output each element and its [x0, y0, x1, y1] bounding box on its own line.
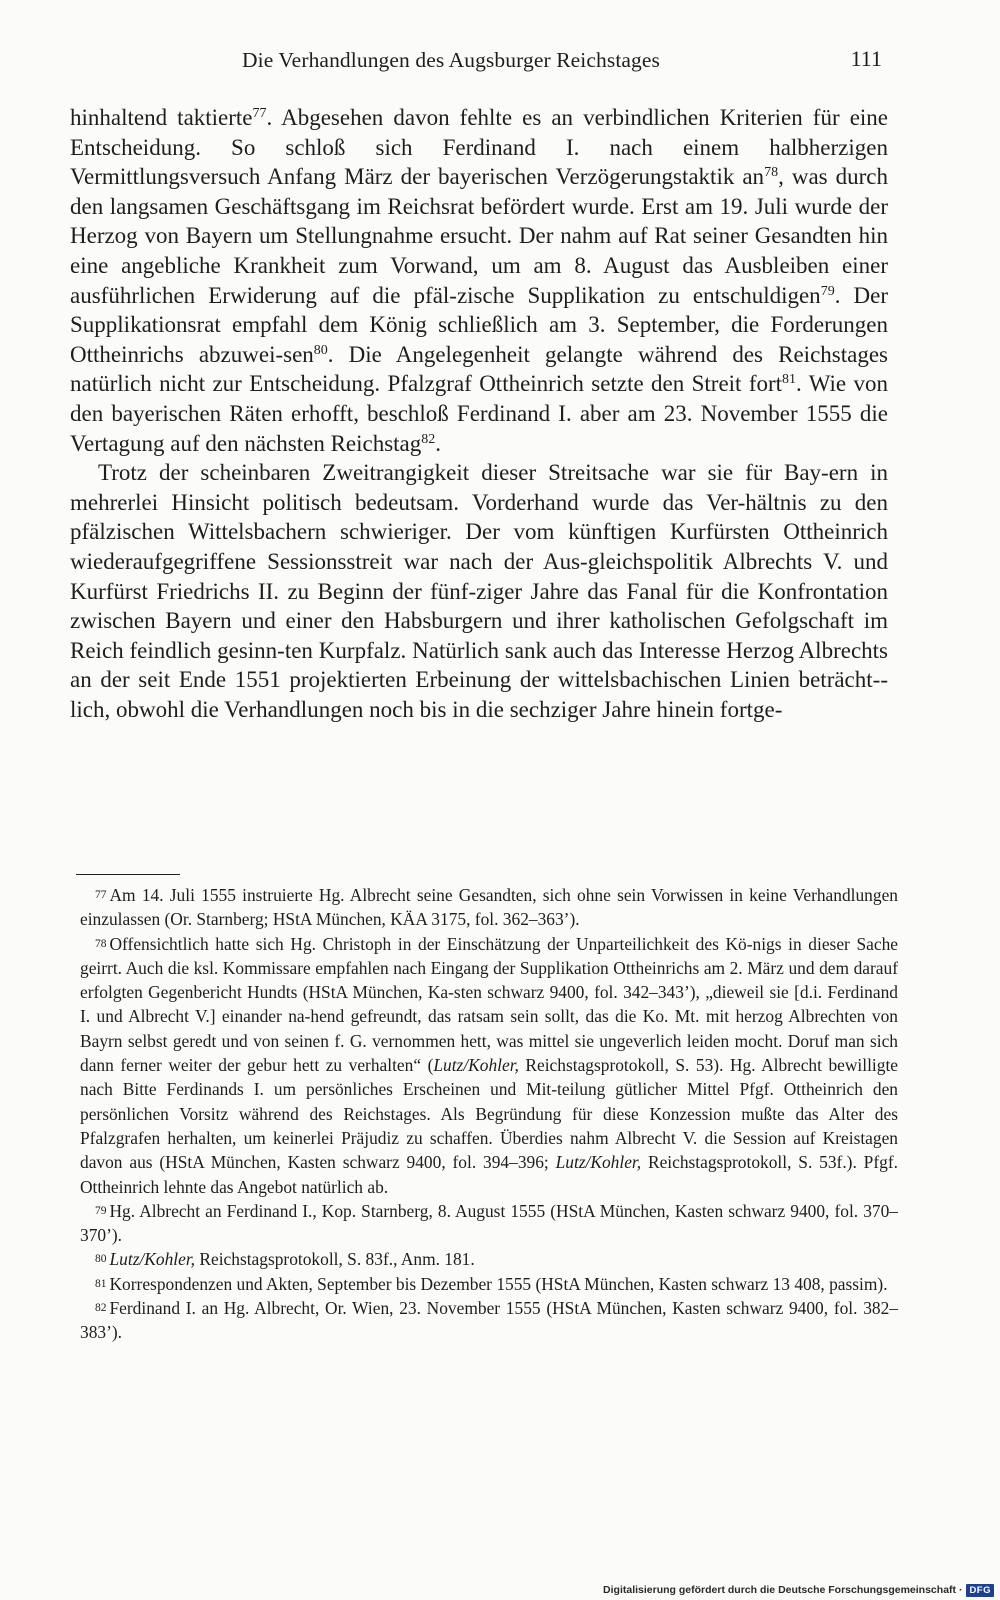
footnote-number: 78 — [95, 937, 107, 950]
author-citation: Lutz/Kohler, — [109, 1249, 196, 1270]
digitization-text: Digitalisierung gefördert durch die Deutsche Forschungsgemeinschaft · — [603, 1584, 963, 1596]
running-title: Die Verhandlungen des Augsburger Reichstages — [242, 48, 660, 72]
digitization-notice — [603, 1583, 994, 1597]
page-number: 111 — [850, 46, 882, 71]
footnote-79: 79 Hg. Albrecht an Ferdinand I., Kop. Starnberg, 8. August 1555 (HStA München, Kasten schwarz 9400, fol. 370–370’). — [80, 1200, 898, 1246]
footnote-number: 81 — [95, 1277, 107, 1290]
author-citation: Lutz/Kohler, — [555, 1152, 642, 1173]
footnote-number: 77 — [95, 889, 107, 901]
footnote-ref-78: 78 — [764, 165, 779, 181]
footnote-number: 80 — [95, 1253, 107, 1266]
footnote-ref-79: 79 — [820, 283, 835, 299]
paragraph-2: Trotz der scheinbaren Zweitrangigkeit dieser Streitsache war sie für Bay-ern in mehrerlei Hinsicht politisch bedeutsam. Vorderhand wurde das Ver-hältnis zu den pfälzischen Wittelsbachern schwieriger. Der vom künftigen Kurfürsten Ottheinrich wiederaufgegriffene Sessionsstreit war nach der Aus-gleichspolitik Albrechts V. und Kurfürst Friedrichs II. zu Beginn der fünf-ziger Jahre das Fanal für die Konfrontation zwischen Bayern und einer den Habsburgern und ihrer katholischen Gefolgschaft im Reich feindlich gesinn-ten Kurpfalz. Natürlich sank auch das Interesse Herzog Albrechts an der seit Ende 1551 projektierten Erbeinung der wittelsbachischen Linien beträcht-lich, obwohl die Verhandlungen noch bis in die sechziger Jahre hinein fortge- — [70, 460, 888, 722]
footnote-divider — [76, 874, 180, 875]
footnote-82: 82 Ferdinand I. an Hg. Albrecht, Or. Wien, 23. November 1555 (HStA München, Kasten schwarz 9400, fol. 382–383’). — [80, 1298, 898, 1343]
footnote-ref-80: 80 — [313, 342, 328, 358]
author-citation: Lutz/Kohler, — [433, 1055, 519, 1076]
footnote-ref-77: 77 — [252, 106, 267, 121]
footnote-ref-81: 81 — [782, 372, 797, 388]
running-header — [70, 44, 888, 78]
footnote-number: 82 — [95, 1302, 107, 1315]
paragraph-1: hinhaltend taktierte$^{77}$. Abgesehen davon fehlte es an verbindlichen Kriterien für eine Entscheidung. So schloß sich Ferdinand I. nach einem halbherzigen Vermittlungsversuch Anfang März der bayerischen Verzögerungstaktik $an^{78}$, was durch den langsamen Geschäftsgang im Reichsrat befördert wurde. Erst am 19. Juli wurde der Herzog von Bayern um Stellungnahme ersucht. Der nahm auf Rat seiner Gesandten hin eine angebliche Krankheit zum Vorwand, um am 8. August das Ausbleiben einer ausführlichen Erwiderung auf die pfäl-zische Supplikation zu entschuldigen$^{79}$. Der Supplikationsrat empfahl dem König schließlich am 3. September, die Forderungen Ottheinrichs abzuwei-sen$^{80}$. Die Angelegenheit gelangte während des Reichstages natürlich nicht zur Entscheidung. Pfalzgraf Ottheinrich setzte den Streit fort$^{81}$. Wie von den bayerischen Räten erhofft, beschloß Ferdinand I. aber am 23. November 1555 die Vertagung auf den nächsten Reichstag$^{82}$. — [70, 105, 889, 456]
footnote-77: 77 Am 14. Juli 1555 instruierte Hg. Albrecht seine Gesandten, sich ohne sein Vorwissen in keine Verhandlungen einzulassen (Or. Starnberg; HStA München, KÄA 3175, fol. 362–363’). — [80, 885, 898, 930]
main-text — [70, 103, 888, 724]
footnote-81: 81 Korrespondenzen und Akten, September bis Dezember 1555 (HStA München, Kasten schwarz 13 408, passim). — [95, 1273, 888, 1294]
footnote-78: 78 Offensichtlich hatte sich Hg. Christoph in der Einschätzung der Unparteilichkeit des Kö-nigs in dieser Sache geirrt. Auch die ksl. Kommissare empfahlen nach Eingang der Supplikation Ottheinrichs am 2. März und dem darauf erfolgten Gegenbericht Hundts (HStA München, Ka-sten schwarz 9400, fol. 342–343’), „dieweil sie [d.i. Ferdinand I. und Albrecht V.] einander na-hend gefreundt, das ratsam sein sollt, das die Ko. Mt. mit herzog Albrechten von Bayrn selbst geredt und von seinen f. G. vernommen hett, was mittel sie ungeverlich leiden mocht. Doruf man sich dann ferner weiter der gebur hett zu verhalten“ (Lutz/Kohler, Reichstagsprotokoll, S. 53). Hg. Albrecht bewilligte nach Bitte Ferdinands I. um persönliches Erscheinen und Mit-teilung gütlicher Mittel Pfgf. Ottheinrich den persönlichen Vorsitz während des Reichstages. Als Begründung für diese Konzession mußte das Alter des Pfalzgrafen herhalten, um keinerlei Präjudiz zu schaffen. Überdies nahm Albrecht V. die Session auf Kreistagen davon aus (HStA München, Kasten schwarz 9400, fol. 394–396; Lutz/Kohler, Reichstagsprotokoll, S. 53f.). Pfgf. Ottheinrich lehnte das Angebot natürlich ab. — [80, 933, 898, 1197]
footnote-ref-82: 82 — [421, 431, 436, 447]
footnote-number: 79 — [95, 1204, 107, 1217]
dfg-logo: DFG — [966, 1584, 994, 1597]
footnotes — [80, 883, 898, 1345]
footnote-80: 80 Lutz/Kohler, Reichstagsprotokoll, S. 83f., Anm. 181. — [95, 1249, 475, 1270]
